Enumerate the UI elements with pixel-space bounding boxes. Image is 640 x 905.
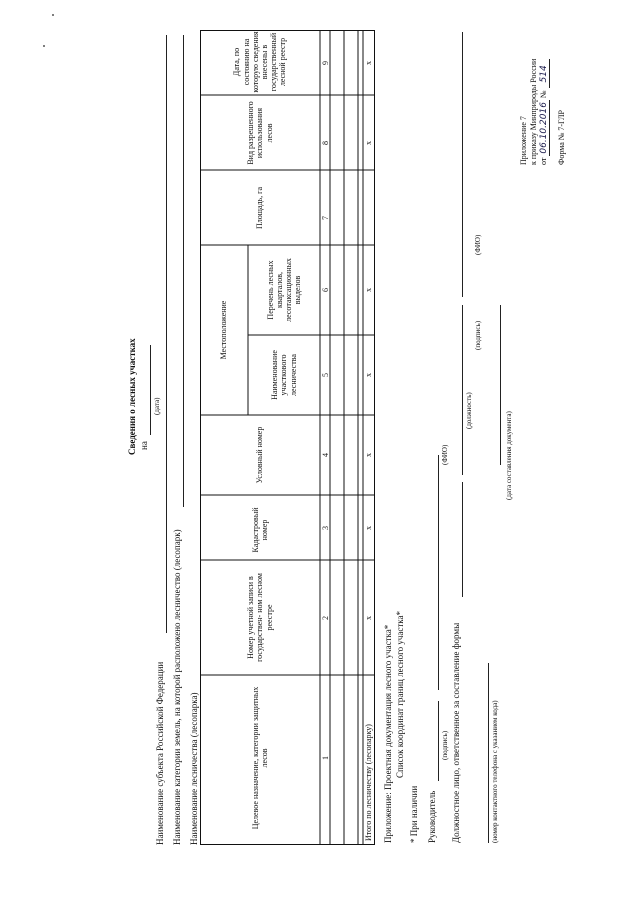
head-signature-caption: (подпись) (441, 730, 449, 760)
form-number: Форма № 7-ГЛР (557, 110, 566, 165)
appendix-number-handwritten: 514 (539, 59, 550, 88)
appendix-date-handwritten: 06.10.2016 (539, 102, 549, 154)
phone-caption: (номер контактного телефона с указанием кода) (491, 700, 499, 843)
header-location: Местоположение (219, 300, 229, 360)
field-land-category-label: Наименование категории земель, на которой расположено лесничество (лесопарк) (172, 529, 182, 845)
field-land-category-line (183, 35, 184, 507)
field-subject-label: Наименование субъекта Российской Федерации (155, 661, 165, 845)
official-signature-line (462, 305, 463, 475)
head-fio-caption: (ФИО) (441, 444, 449, 465)
compilation-date-line (500, 305, 501, 465)
appendix-line-2: к приказу Минприроды России (529, 58, 538, 165)
total-cross-district: x (364, 373, 373, 377)
header-registry-date: Дата, по состоянию на которую сведения внесены в государственный лесной реестр (232, 31, 288, 93)
official-fio-caption: (ФИО) (474, 234, 482, 255)
official-position-line (462, 482, 463, 597)
header-registry-number: Номер учетной записи в государствен- ном лесном реестре (246, 573, 274, 662)
scan-speck (52, 14, 54, 16)
header-cadastral-number: Кадастровый номер (250, 507, 269, 553)
attachments-label: Приложение: (383, 792, 393, 843)
total-cross-quarters: x (364, 288, 373, 292)
total-row-label: Итого по лесничеству (лесопарку) (364, 724, 373, 841)
appendix-from-label: от (539, 157, 548, 165)
official-signature-caption: (подпись) (474, 320, 482, 350)
col-number-1: 1 (321, 756, 330, 760)
compilation-date-caption: (дата составления документа) (505, 411, 513, 500)
col-number-6: 6 (321, 288, 330, 292)
total-cross-registry-date: x (364, 61, 373, 65)
phone-line (488, 663, 489, 843)
official-fio-line (462, 32, 463, 297)
official-label: Должностное лицо, ответственное за составление формы (451, 622, 461, 843)
attachments-line-1 (384, 625, 393, 843)
col-number-5: 5 (321, 373, 330, 377)
total-cross-registry: x (364, 616, 373, 620)
header-district-forestry: Наименование участкового лесничества (270, 350, 298, 400)
attachment-coordinates-list: Список координат границ лесного участка* (395, 610, 405, 778)
official-position-caption: (должность) (465, 392, 473, 429)
header-area: Площадь, га (255, 186, 265, 230)
head-signature-line (438, 701, 439, 781)
head-label: Руководитель (427, 790, 437, 843)
header-permitted-use: Вид разрешенного использования лесов (246, 101, 274, 165)
col-number-3: 3 (321, 526, 330, 530)
header-conditional-number: Условный номер (255, 426, 265, 484)
document-title: Сведения о лесных участках (127, 338, 137, 455)
appendix-number-label: № (539, 90, 548, 99)
footnote-if-available: * При наличии (409, 785, 419, 843)
attachment-project-docs: Проектная документация лесного участка* (383, 624, 393, 790)
col-number-9: 9 (321, 61, 330, 65)
header-purpose: Целевое назначение, категории защитных лесов (250, 686, 269, 830)
field-subject-line (166, 35, 167, 633)
total-cross-conditional: x (364, 453, 373, 457)
col-number-2: 2 (321, 616, 330, 620)
heading-date-line (150, 345, 151, 435)
scan-speck (43, 45, 45, 47)
total-cross-permitted-use: x (364, 141, 373, 145)
col-number-7: 7 (321, 216, 330, 220)
heading-on-label: на (139, 441, 149, 450)
total-cross-cadastral: x (364, 526, 373, 530)
appendix-line-3 (540, 59, 549, 165)
head-fio-line (438, 455, 439, 690)
appendix-line-1: Приложение 7 (519, 116, 528, 165)
header-quarters-list: Перечень лесных кварталов, лесотаксационных выделов (265, 258, 303, 322)
heading-date-caption: (дата) (153, 397, 161, 415)
col-number-4: 4 (321, 453, 330, 457)
col-number-8: 8 (321, 141, 330, 145)
field-forestry-label: Наименование лесничества (лесопарка) (189, 692, 199, 845)
